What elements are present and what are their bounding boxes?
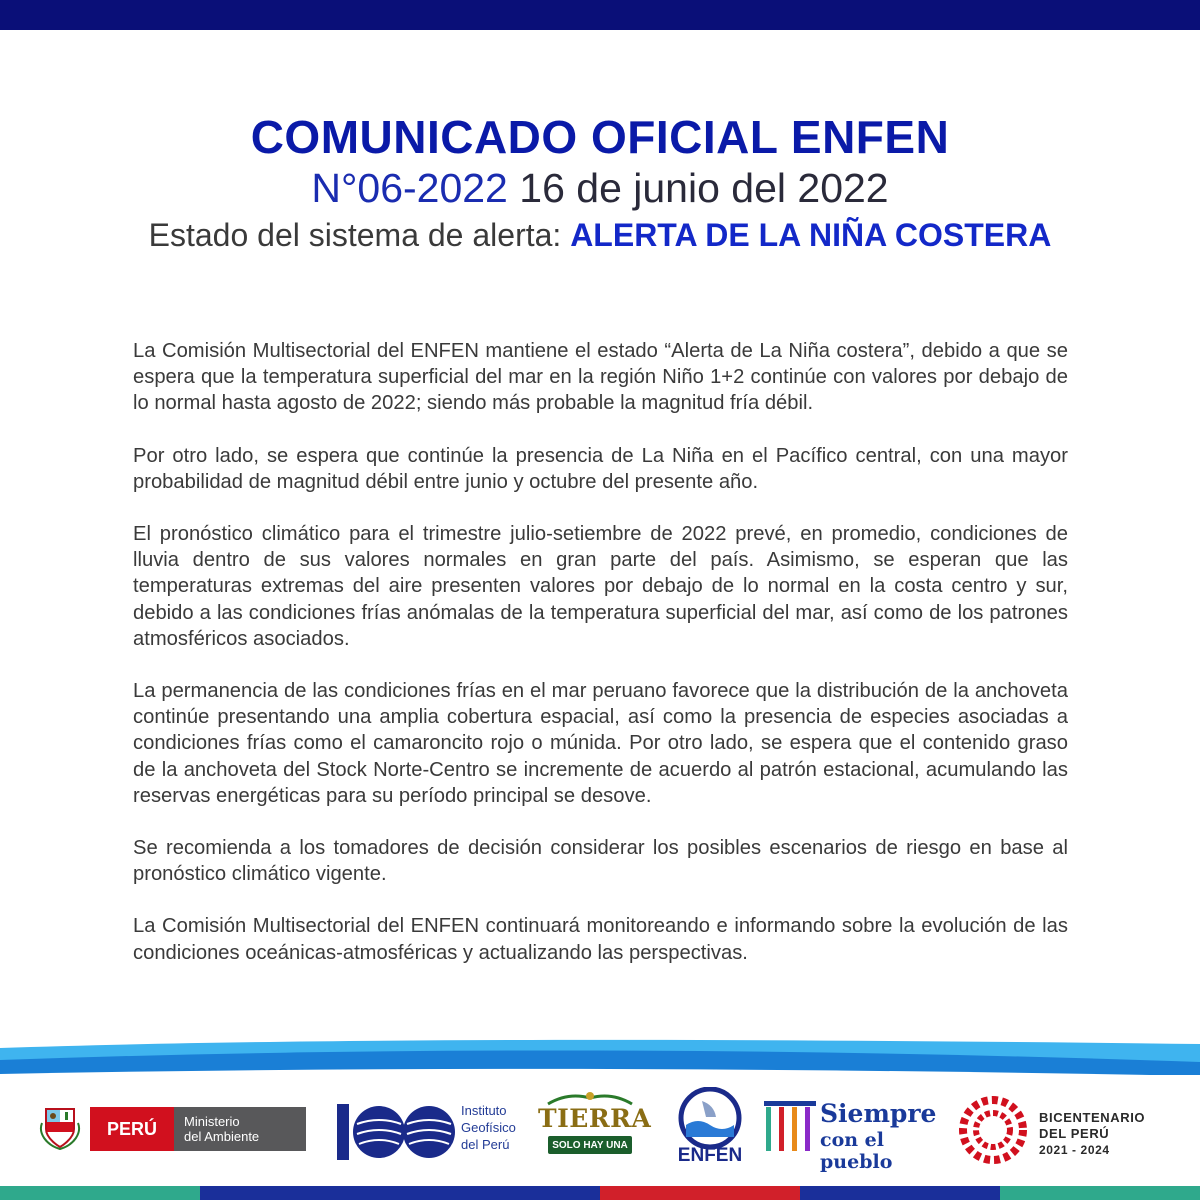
- stripe: [600, 1186, 800, 1200]
- bicentenario-label: [1039, 1110, 1145, 1158]
- body-paragraph: La Comisión Multisectorial del ENFEN mantiene el estado “Alerta de La Niña costera”, debido a que se espera que la temperatura superficial del mar en la región Niño 1+2 continúe con valores por debajo de lo normal hasta agosto de 2022; siendo más probable la magnitud fría débil.: [133, 340, 1068, 415]
- enfen-logo: [672, 1087, 748, 1177]
- stripe: [800, 1186, 1000, 1200]
- igp-line3: del Perú: [461, 1137, 510, 1152]
- pillars-icon: [762, 1097, 818, 1157]
- igp-100-icon: [335, 1098, 455, 1164]
- communique-number: N°06-2022: [311, 165, 508, 211]
- communique-number-date: [0, 164, 1200, 212]
- enfen-emblem-icon: [672, 1087, 748, 1149]
- bicentenario-logo: [955, 1092, 1175, 1168]
- top-bar: [0, 0, 1200, 30]
- ministerio-label: [174, 1107, 306, 1151]
- alert-status: [0, 212, 1200, 258]
- stripe: [200, 1186, 600, 1200]
- tierra-word: TIERRA: [538, 1104, 652, 1133]
- siempre-line2: con el pueblo: [820, 1129, 893, 1173]
- igp-line2: Geofísico: [461, 1120, 516, 1135]
- peru-coat-of-arms-icon: [38, 1103, 82, 1151]
- body-paragraph: Por otro lado, se espera que continúe la presencia de La Niña en el Pacífico central, con una mayor probabilidad de magnitud débil entre junio y octubre del presente año.: [133, 444, 1068, 493]
- igp-label: [461, 1102, 516, 1153]
- bicentenario-line3: 2021 - 2024: [1039, 1143, 1110, 1157]
- ministerio-line2: del Ambiente: [184, 1129, 260, 1144]
- igp-100-logo: [335, 1098, 525, 1164]
- body-paragraph: Se recomienda a los tomadores de decisión considerar los posibles escenarios de riesgo en base al pronóstico climático vigente.: [133, 837, 1068, 886]
- siempre-con-el-pueblo-logo: [762, 1097, 942, 1173]
- bicentenario-emblem-icon: [955, 1092, 1031, 1168]
- body-paragraph: La permanencia de las condiciones frías en el mar peruano favorece que la distribución de la anchoveta continúe presentando una amplia cobertura espacial, así como la presencia de especies asociadas a condiciones frías como el camaroncito rojo o múnida. Por otro lado, se espera que el contenido graso de la anchoveta del Stock Norte-Centro se incremente de acuerdo al patrón estacional, acumulando las reservas energéticas para su período principal se desove.: [133, 680, 1068, 807]
- stripe: [1000, 1186, 1200, 1200]
- tierra-tagline: SOLO HAY UNA: [548, 1136, 632, 1154]
- peru-ministerio-ambiente-logo: [38, 1103, 306, 1151]
- bottom-color-stripes: [0, 1186, 1200, 1200]
- body-paragraph: El pronóstico climático para el trimestre julio-setiembre de 2022 prevé, en promedio, condiciones de lluvia dentro de sus valores normales en gran parte del país. Asimismo, se esperan que las temperaturas extremas del aire presenten valores por debajo de lo normal en la costa centro y sur, debido a las condiciones frías anómalas de la temperatura superficial del mar, así como de los patrones atmosféricos asociados.: [133, 523, 1068, 650]
- page-title: COMUNICADO OFICIAL ENFEN: [250, 111, 950, 163]
- tierra-solo-hay-una-logo: [538, 1090, 652, 1160]
- bicentenario-line1: BICENTENARIO: [1039, 1110, 1146, 1125]
- document-header: [0, 110, 1200, 258]
- alert-status-label: Estado del sistema de alerta:: [148, 217, 562, 253]
- communique-date: 16 de junio del 2022: [519, 165, 889, 211]
- igp-line1: Instituto: [461, 1103, 507, 1118]
- stripe: [0, 1186, 200, 1200]
- siempre-line1: Siempre: [820, 1099, 937, 1128]
- peru-label: PERÚ: [90, 1107, 174, 1151]
- enfen-word: ENFEN: [677, 1145, 743, 1166]
- body-paragraph: La Comisión Multisectorial del ENFEN continuará monitoreando e informando sobre la evolución de las condiciones oceánicas-atmosféricas y actualizando las perspectivas.: [133, 915, 1068, 964]
- ministerio-line1: Ministerio: [184, 1114, 240, 1129]
- alert-status-value: ALERTA DE LA NIÑA COSTERA: [570, 217, 1052, 253]
- bicentenario-line2: DEL PERÚ: [1039, 1126, 1110, 1141]
- communique-body: [133, 338, 1068, 992]
